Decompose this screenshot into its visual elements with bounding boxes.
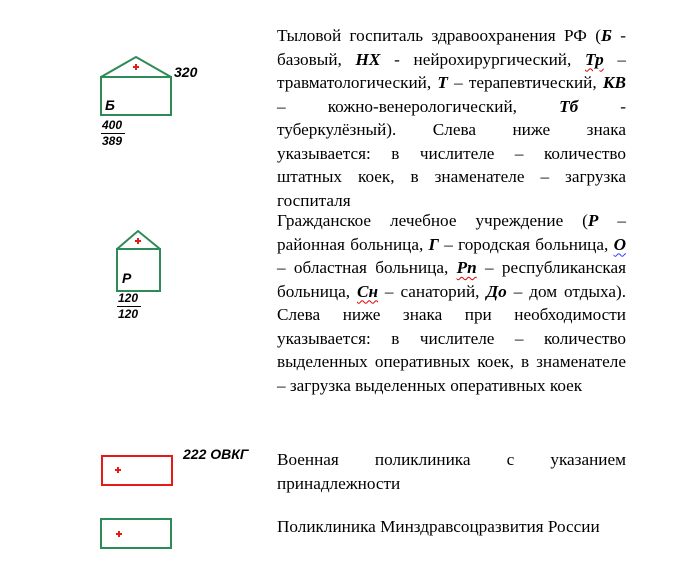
beds-denominator: 389: [102, 134, 123, 148]
red-box-cross-icon: [101, 455, 175, 488]
beds-numerator: 120: [118, 291, 139, 305]
hospital-number: 320: [174, 64, 198, 80]
institution-type-letter: Р: [122, 270, 132, 286]
hospital-type-letter: Б: [105, 97, 115, 113]
polyclinic-affiliation-label: 222 ОВКГ: [183, 446, 249, 462]
ministry-polyclinic-description: Поликлиника Минздравсоцразвития России: [277, 517, 600, 536]
beds-denominator: 120: [118, 307, 139, 321]
hospital-description: Тыловой госпиталь здравоохранения РФ (Б - базовый, НХ - нейрохирургический, Тр – травматологический, Т – терапевтический, КВ – кожно-венерологический, Тб - туберкулёзный). Слева ниже знака указывается: в числителе – количество штатных коек, в знаменателе – загрузка госпиталя: [277, 26, 626, 210]
beds-numerator: 400: [102, 118, 123, 132]
military-polyclinic-description: Военная поликлиника с указанием принадлежности: [277, 450, 626, 493]
institution-description: Гражданское лечебное учреждение (Р – районная больница, Г – городская больница, О – областная больница, Рп – республиканская больница, Сн – санаторий, До – дом отдыха). Слева ниже знака при необходимости указывается: в числителе – количество выделенных оперативных коек, в знаменателе – загрузка выделенных оперативных коек: [277, 211, 627, 395]
green-box-cross-icon: [100, 518, 174, 551]
